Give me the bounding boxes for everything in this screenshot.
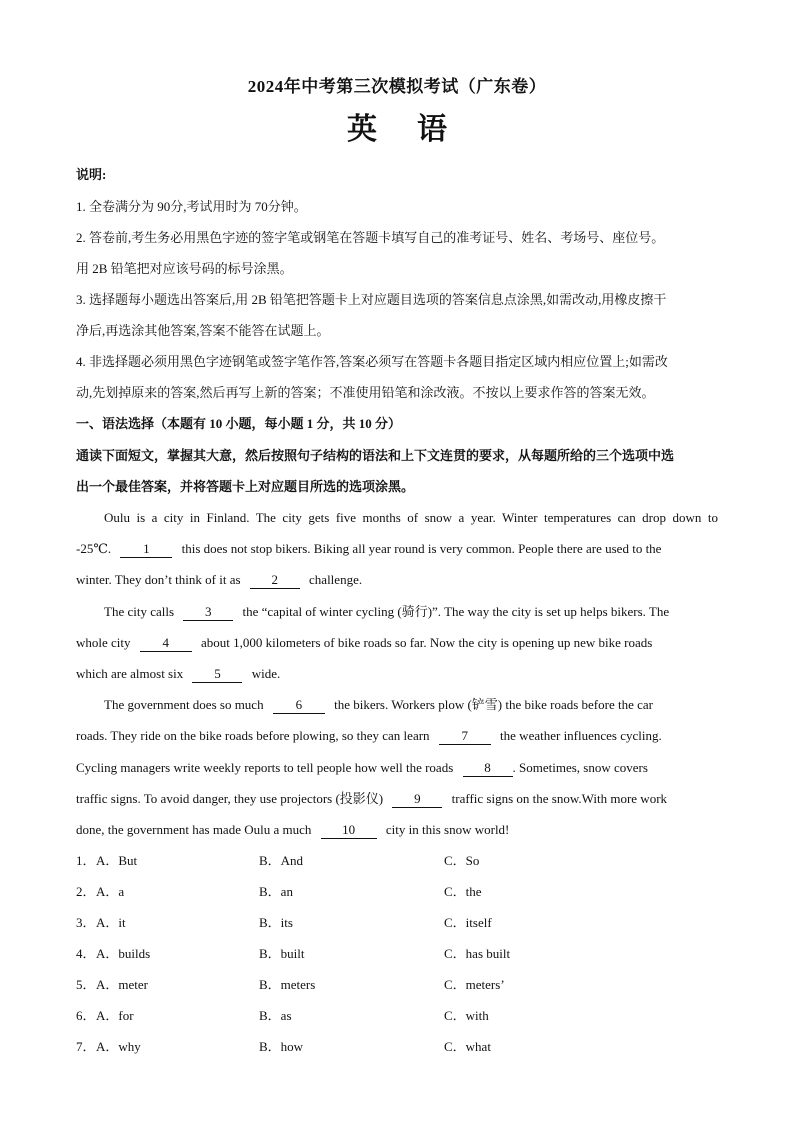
instruction-line: 2. 答卷前,考生务必用黑色字迹的签字笔或钢笔在答题卡填写自己的准考证号、姓名、考场号、座位号。 (76, 230, 665, 245)
passage-line (104, 695, 749, 715)
option-b: B．its (259, 915, 293, 930)
option-b: B．meters (259, 977, 316, 992)
option-c: C．with (444, 1008, 489, 1023)
passage-text: wide. (251, 666, 281, 681)
passage-text: traffic signs on the snow.With more work (451, 791, 668, 806)
option-b: B．how (259, 1039, 304, 1054)
option-number: 7． (76, 1039, 96, 1054)
option-b: B．an (259, 884, 293, 899)
instruction-line: 4. 非选择题必须用黑色字迹钢笔或签字笔作答,答案必须写在答题卡各题目指定区域内相应位置上;如需改 (76, 354, 668, 369)
passage-text: Cycling managers write weekly reports to tell people how well the roads (76, 760, 454, 775)
instruction-line: 3. 选择题每小题选出答案后,用 2B 铅笔把答题卡上对应题目选项的答案信息点涂黑,如需改动,用橡皮擦干 (76, 292, 667, 307)
passage-text: challenge. (309, 572, 363, 587)
passage-text: -25℃. (76, 541, 112, 556)
blank-2: 2 (250, 572, 300, 589)
option-number: 4． (76, 946, 96, 961)
passage-text: this does not stop bikers. Biking all year round is very common. People there are used to the (181, 541, 662, 556)
option-c: C．meters’ (444, 977, 505, 992)
passage-text: the weather influences cycling. (500, 728, 662, 743)
option-b: B．as (259, 1008, 292, 1023)
option-c: C．the (444, 884, 482, 899)
blank-1: 1 (120, 541, 172, 558)
passage-text: traffic signs. To avoid danger, they use projectors (投影仪) (76, 791, 384, 806)
passage-line (76, 789, 721, 809)
passage-line (76, 726, 721, 746)
option-b: B．built (259, 946, 305, 961)
option-a: A．for (96, 1008, 134, 1023)
subject-char: 语 (417, 113, 447, 146)
option-a: A．builds (96, 946, 151, 961)
instructions-heading: 说明: (76, 167, 107, 182)
section-direction: 通读下面短文，掌握其大意，然后按照句子结构的语法和上下文连贯的要求，从每题所给的三个选项中选 (76, 448, 675, 463)
passage-text: which are almost six (76, 666, 184, 681)
passage-line: Oulu is a city in Finland. The city gets five months of snow a year. Winter temperatures can drop down to (104, 510, 718, 525)
passage-text: winter. They don’t think of it as (76, 572, 241, 587)
passage-line (104, 602, 749, 622)
option-number: 2． (76, 884, 96, 899)
blank-10: 10 (321, 822, 377, 839)
passage-text: the bikers. Workers plow (铲雪) the bike roads before the car (334, 697, 653, 712)
option-a: A．it (96, 915, 126, 930)
passage-line (76, 539, 721, 559)
blank-6: 6 (273, 697, 325, 714)
blank-5: 5 (192, 666, 242, 683)
blank-3: 3 (183, 604, 233, 621)
subject-title (0, 104, 794, 148)
option-number: 1． (76, 853, 96, 868)
section-direction: 出一个最佳答案，并将答题卡上对应题目所选的选项涂黑。 (76, 479, 415, 494)
passage-line (76, 570, 721, 590)
option-a: A．But (96, 853, 138, 868)
passage-text: The city calls (104, 604, 175, 619)
passage-text: . Sometimes, snow covers (512, 760, 648, 775)
passage-line (76, 758, 721, 778)
instruction-line: 用 2B 铅笔把对应该号码的标号涂黑。 (76, 261, 293, 276)
option-c: C．has built (444, 946, 511, 961)
option-c: C．what (444, 1039, 491, 1054)
instruction-line: 动,先划掉原来的答案,然后再写上新的答案；不准使用铅笔和涂改液。不按以上要求作答的答案无效。 (76, 385, 655, 400)
blank-7: 7 (439, 728, 491, 745)
passage-text: the “capital of winter cycling (骑行)”. The way the city is set up helps bikers. The (242, 604, 670, 619)
subject-char: 英 (347, 113, 377, 146)
passage-text: done, the government has made Oulu a much (76, 822, 312, 837)
passage-text: about 1,000 kilometers of bike roads so far. Now the city is opening up new bike roads (201, 635, 653, 650)
passage-line (76, 820, 721, 840)
passage-text: city in this snow world! (385, 822, 510, 837)
instruction-line: 1. 全卷满分为 90分,考试用时为 70分钟。 (76, 199, 307, 214)
option-a: A．why (96, 1039, 141, 1054)
passage-line (76, 664, 721, 684)
blank-4: 4 (140, 635, 192, 652)
blank-9: 9 (392, 791, 442, 808)
option-number: 3． (76, 915, 96, 930)
passage-text: whole city (76, 635, 131, 650)
option-c: C．itself (444, 915, 492, 930)
option-b: B．And (259, 853, 304, 868)
passage-line (76, 633, 721, 653)
option-a: A．meter (96, 977, 148, 992)
blank-8: 8 (463, 760, 513, 777)
option-number: 5． (76, 977, 96, 992)
instruction-line: 净后,再选涂其他答案,答案不能答在试题上。 (76, 323, 330, 338)
exam-title: 2024年中考第三次模拟考试（广东卷） (247, 77, 547, 96)
option-number: 6． (76, 1008, 96, 1023)
section-heading: 一、语法选择（本题有 10 小题，每小题 1 分，共 10 分） (76, 416, 402, 431)
passage-text: The government does so much (104, 697, 264, 712)
option-c: C．So (444, 853, 480, 868)
option-a: A．a (96, 884, 125, 899)
passage-text: roads. They ride on the bike roads before plowing, so they can learn (76, 728, 430, 743)
